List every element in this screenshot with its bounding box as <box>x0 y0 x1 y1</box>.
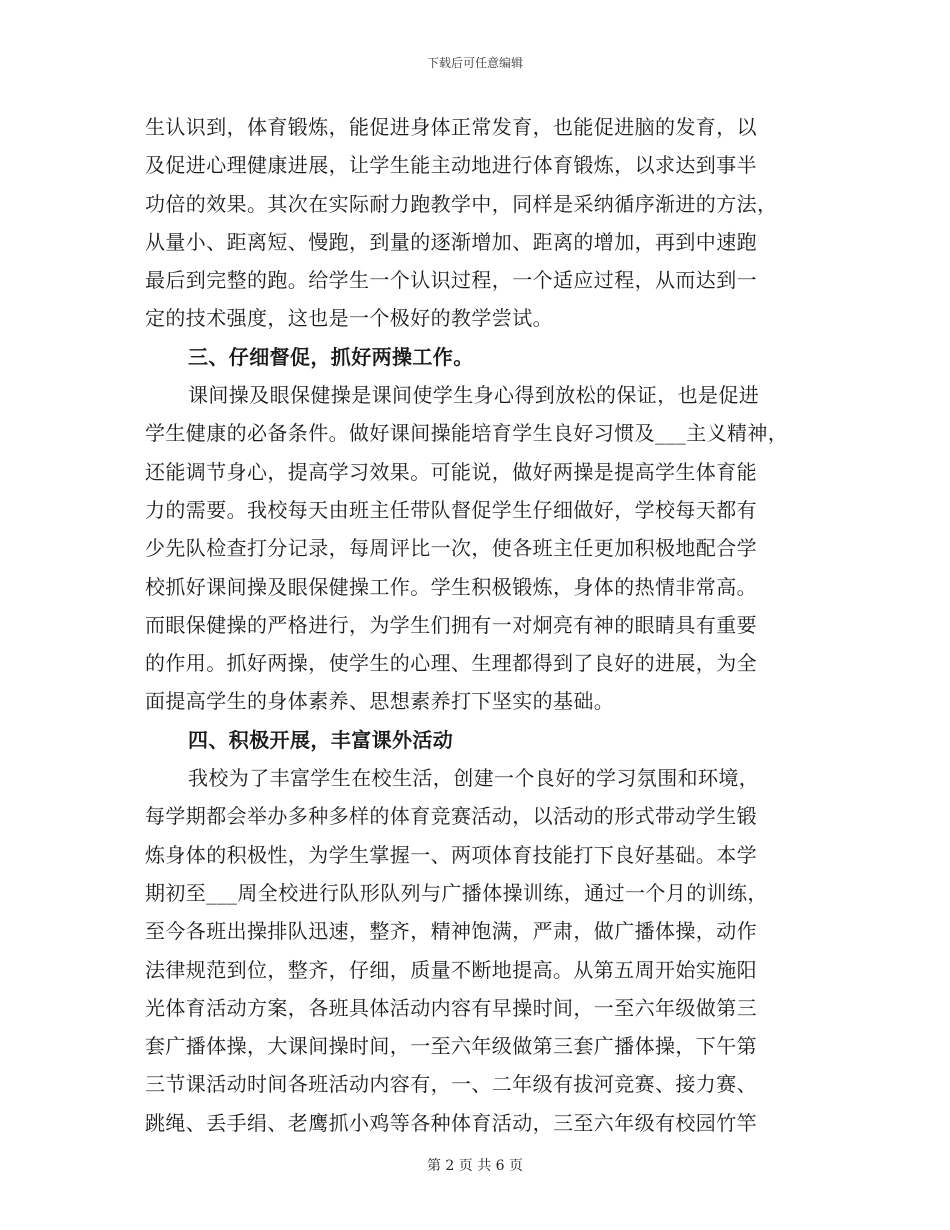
body-line: 期初至___周全校进行队形队列与广播体操训练，通过一个月的训练， <box>145 880 768 905</box>
document-body <box>145 108 815 1142</box>
page-number: 第 2 页 共 6 页 <box>426 1158 524 1174</box>
header-note: 下载后可任意编辑 <box>426 56 523 70</box>
body-line: 面提高学生的身体素养、思想素养打下坚实的基础。 <box>145 689 615 714</box>
body-line: 套广播体操，大课间操时间，一至六年级做第三套广播体操，下午第 <box>145 1034 757 1059</box>
body-line: 还能调节身心，提高学习效果。可能说，做好两操是提高学生体育能 <box>145 459 757 484</box>
body-line: 少先队检查打分记录，每周评比一次，使各班主任更加积极地配合学 <box>145 536 757 561</box>
body-line: 力的需要。我校每天由班主任带队督促学生仔细做好，学校每天都有 <box>145 497 757 522</box>
body-line: 光体育活动方案，各班具体活动内容有早操时间，一至六年级做第三 <box>145 995 757 1020</box>
body-line: 法律规范到位，整齐，仔细，质量不断地提高。从第五周开始实施阳 <box>145 957 757 982</box>
paragraph-start: 课间操及眼保健操是课间使学生身心得到放松的保证，也是促进 <box>188 383 760 408</box>
body-line: 至今各班出操排队迅速，整齐，精神饱满，严肃，做广播体操，动作 <box>145 919 757 944</box>
body-line: 功倍的效果。其次在实际耐力跑教学中，同样是采纳循序渐进的方法， <box>145 191 778 216</box>
section-heading-3: 三、仔细督促，抓好两操工作。 <box>188 344 474 369</box>
body-line: 从量小、距离短、慢跑，到量的逐渐增加、距离的增加，再到中速跑 <box>145 229 757 254</box>
body-line: 炼身体的积极性，为学生掌握一、两项体育技能打下良好基础。本学 <box>145 842 757 867</box>
body-line: 定的技术强度，这也是一个极好的教学尝试。 <box>145 306 553 331</box>
paragraph-start: 我校为了丰富学生在校生活，创建一个良好的学习氛围和环境， <box>188 766 760 791</box>
body-line: 校抓好课间操及眼保健操工作。学生积极锻炼，身体的热情非常高。 <box>145 574 757 599</box>
body-line: 及促进心理健康进展，让学生能主动地进行体育锻炼，以求达到事半 <box>145 153 757 178</box>
body-line: 生认识到，体育锻炼，能促进身体正常发育，也能促进脑的发育，以 <box>145 115 757 139</box>
body-line: 最后到完整的跑。给学生一个认识过程，一个适应过程，从而达到一 <box>145 268 757 293</box>
body-line: 每学期都会举办多种多样的体育竞赛活动，以活动的形式带动学生锻 <box>145 804 757 829</box>
body-line: 的作用。抓好两操，使学生的心理、生理都得到了良好的进展，为全 <box>145 651 757 676</box>
body-line: 而眼保健操的严格进行，为学生们拥有一对炯亮有神的眼睛具有重要 <box>145 612 757 637</box>
body-line: 学生健康的必备条件。做好课间操能培育学生良好习惯及___主义精神， <box>145 421 789 446</box>
section-heading-4: 四、积极开展，丰富课外活动 <box>188 727 454 752</box>
body-line: 跳绳、丢手绢、老鹰抓小鸡等各种体育活动，三至六年级有校园竹竿 <box>145 1110 757 1135</box>
body-line: 三节课活动时间各班活动内容有，一、二年级有拔河竞赛、接力赛、 <box>145 1072 757 1097</box>
